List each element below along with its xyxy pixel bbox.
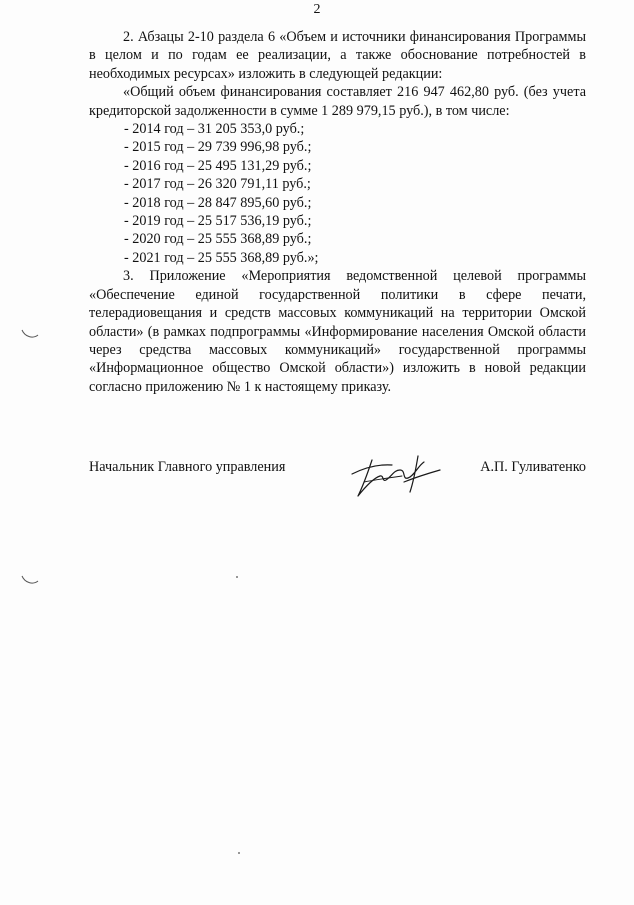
funding-by-year-list <box>89 120 586 267</box>
signer-position: Начальник Главного управления <box>89 459 286 475</box>
handwritten-signature-icon <box>344 452 444 500</box>
funding-year-item: - 2021 год – 25 555 368,89 руб.»; <box>124 249 319 266</box>
signer-name: А.П. Гуливатенко <box>480 459 586 475</box>
binder-punch-mark-icon <box>20 574 40 588</box>
funding-year-item: - 2019 год – 25 517 536,19 руб.; <box>124 213 312 230</box>
paragraph-amendment-2: 2. Абзацы 2-10 раздела 6 «Объем и источники финансирования Программы в целом и по годам ее реализации, а также обоснование потребностей в необходимых ресурсах» изложить в следующей редакции: <box>89 29 586 82</box>
paragraph-amendment-3: 3. Приложение «Мероприятия ведомственной целевой программы «Обеспечение единой государственной политики в сфере печати, телерадиовещания и средств массовых коммуникаций на территории Омской области» (в рамках подпрограммы «Информирование населения Омской области через средства массовых коммуникаций» государственной программы «Информационное общество Омской области») изложить в новой редакции согласно приложению № 1 к настоящему приказу. <box>89 268 586 395</box>
funding-year-item: - 2014 год – 31 205 353,0 руб.; <box>124 121 305 138</box>
binder-punch-mark-icon <box>20 328 40 342</box>
funding-year-item: - 2020 год – 25 555 368,89 руб.; <box>124 231 312 248</box>
scan-speck <box>238 852 240 854</box>
funding-year-item: - 2015 год – 29 739 996,98 руб.; <box>124 139 312 156</box>
scan-speck <box>236 576 238 578</box>
document-body <box>89 28 586 396</box>
funding-year-item: - 2017 год – 26 320 791,11 руб.; <box>124 176 311 193</box>
paragraph-total-funding: «Общий объем финансирования составляет 216 947 462,80 руб. (без учета кредиторской задолженности в сумме 1 289 979,15 руб.), в том числе: <box>89 84 586 119</box>
funding-year-item: - 2018 год – 28 847 895,60 руб.; <box>124 194 312 211</box>
funding-year-item: - 2016 год – 25 495 131,29 руб.; <box>124 157 312 174</box>
signature-block <box>89 458 586 498</box>
page-number: 2 <box>313 2 321 17</box>
